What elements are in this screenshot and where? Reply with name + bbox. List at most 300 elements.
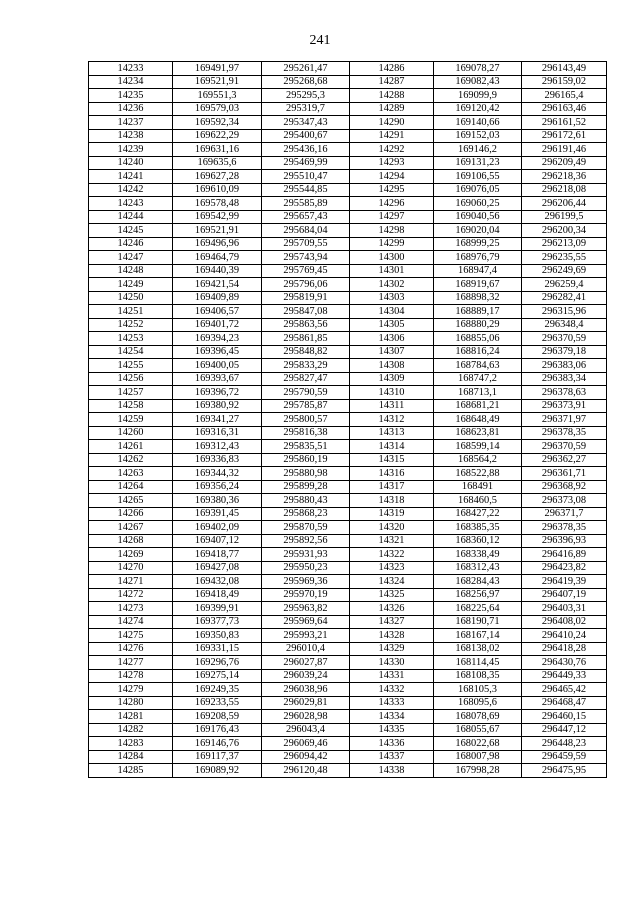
x-coordinate-right: 169120,42 — [434, 102, 522, 116]
y-coordinate-right: 296373,08 — [522, 494, 607, 508]
y-coordinate-right: 296460,15 — [522, 710, 607, 724]
x-coordinate-left: 169089,92 — [173, 764, 262, 778]
point-number-left: 14263 — [89, 467, 173, 481]
point-number-left: 14241 — [89, 170, 173, 184]
y-coordinate-left: 295743,94 — [262, 251, 350, 265]
y-coordinate-left: 295544,85 — [262, 183, 350, 197]
x-coordinate-left: 169491,97 — [173, 62, 262, 76]
y-coordinate-right: 296468,47 — [522, 696, 607, 710]
x-coordinate-left: 169380,92 — [173, 399, 262, 413]
point-number-right: 14298 — [350, 224, 434, 238]
x-coordinate-right: 168784,63 — [434, 359, 522, 373]
point-number-left: 14259 — [89, 413, 173, 427]
y-coordinate-right: 296213,09 — [522, 237, 607, 251]
y-coordinate-left: 295931,93 — [262, 548, 350, 562]
point-number-right: 14333 — [350, 696, 434, 710]
y-coordinate-right: 296378,63 — [522, 386, 607, 400]
x-coordinate-left: 169464,79 — [173, 251, 262, 265]
y-coordinate-left: 295827,47 — [262, 372, 350, 386]
point-number-left: 14273 — [89, 602, 173, 616]
x-coordinate-right: 169099,9 — [434, 89, 522, 103]
y-coordinate-right: 296206,44 — [522, 197, 607, 211]
x-coordinate-right: 168338,49 — [434, 548, 522, 562]
point-number-right: 14290 — [350, 116, 434, 130]
x-coordinate-left: 169331,15 — [173, 642, 262, 656]
point-number-left: 14265 — [89, 494, 173, 508]
y-coordinate-right: 296348,4 — [522, 318, 607, 332]
x-coordinate-left: 169440,39 — [173, 264, 262, 278]
x-coordinate-right: 168855,06 — [434, 332, 522, 346]
y-coordinate-left: 295860,19 — [262, 453, 350, 467]
x-coordinate-left: 169622,29 — [173, 129, 262, 143]
x-coordinate-right: 169076,05 — [434, 183, 522, 197]
point-number-left: 14254 — [89, 345, 173, 359]
y-coordinate-left: 295950,23 — [262, 561, 350, 575]
point-number-left: 14275 — [89, 629, 173, 643]
point-number-left: 14278 — [89, 669, 173, 683]
x-coordinate-right: 168007,98 — [434, 750, 522, 764]
x-coordinate-left: 169627,28 — [173, 170, 262, 184]
point-number-left: 14240 — [89, 156, 173, 170]
y-coordinate-left: 295796,06 — [262, 278, 350, 292]
point-number-right: 14294 — [350, 170, 434, 184]
table-row — [89, 305, 607, 319]
x-coordinate-right: 168427,22 — [434, 507, 522, 521]
point-number-right: 14286 — [350, 62, 434, 76]
y-coordinate-left: 295436,16 — [262, 143, 350, 157]
point-number-left: 14266 — [89, 507, 173, 521]
table-row — [89, 588, 607, 602]
point-number-left: 14256 — [89, 372, 173, 386]
x-coordinate-left: 169341,27 — [173, 413, 262, 427]
x-coordinate-left: 169578,48 — [173, 197, 262, 211]
table-row — [89, 116, 607, 130]
point-number-left: 14235 — [89, 89, 173, 103]
y-coordinate-left: 295970,19 — [262, 588, 350, 602]
x-coordinate-right: 168919,67 — [434, 278, 522, 292]
point-number-right: 14327 — [350, 615, 434, 629]
point-number-left: 14252 — [89, 318, 173, 332]
x-coordinate-right: 169060,25 — [434, 197, 522, 211]
y-coordinate-right: 296407,19 — [522, 588, 607, 602]
point-number-right: 14302 — [350, 278, 434, 292]
y-coordinate-left: 295847,08 — [262, 305, 350, 319]
point-number-right: 14300 — [350, 251, 434, 265]
point-number-right: 14331 — [350, 669, 434, 683]
point-number-left: 14248 — [89, 264, 173, 278]
table-row — [89, 642, 607, 656]
x-coordinate-left: 169496,96 — [173, 237, 262, 251]
y-coordinate-right: 296143,49 — [522, 62, 607, 76]
table-row — [89, 224, 607, 238]
x-coordinate-right: 168947,4 — [434, 264, 522, 278]
point-number-right: 14293 — [350, 156, 434, 170]
point-number-right: 14312 — [350, 413, 434, 427]
point-number-left: 14267 — [89, 521, 173, 535]
x-coordinate-right: 168138,02 — [434, 642, 522, 656]
x-coordinate-left: 169146,76 — [173, 737, 262, 751]
y-coordinate-left: 295469,99 — [262, 156, 350, 170]
y-coordinate-right: 296378,35 — [522, 426, 607, 440]
point-number-right: 14313 — [350, 426, 434, 440]
point-number-right: 14315 — [350, 453, 434, 467]
point-number-left: 14282 — [89, 723, 173, 737]
point-number-right: 14307 — [350, 345, 434, 359]
point-number-right: 14322 — [350, 548, 434, 562]
y-coordinate-left: 295816,38 — [262, 426, 350, 440]
y-coordinate-left: 295833,29 — [262, 359, 350, 373]
point-number-right: 14318 — [350, 494, 434, 508]
point-number-right: 14336 — [350, 737, 434, 751]
x-coordinate-left: 169356,24 — [173, 480, 262, 494]
x-coordinate-right: 168747,2 — [434, 372, 522, 386]
y-coordinate-left: 295819,91 — [262, 291, 350, 305]
x-coordinate-right: 168108,35 — [434, 669, 522, 683]
y-coordinate-right: 296191,46 — [522, 143, 607, 157]
x-coordinate-right: 168385,35 — [434, 521, 522, 535]
y-coordinate-right: 296199,5 — [522, 210, 607, 224]
y-coordinate-left: 296027,87 — [262, 656, 350, 670]
x-coordinate-right: 168105,3 — [434, 683, 522, 697]
y-coordinate-right: 296218,08 — [522, 183, 607, 197]
x-coordinate-left: 169208,59 — [173, 710, 262, 724]
coordinates-table-body — [89, 62, 607, 778]
point-number-left: 14258 — [89, 399, 173, 413]
point-number-right: 14330 — [350, 656, 434, 670]
point-number-right: 14299 — [350, 237, 434, 251]
x-coordinate-right: 168491 — [434, 480, 522, 494]
y-coordinate-left: 295790,59 — [262, 386, 350, 400]
point-number-left: 14250 — [89, 291, 173, 305]
x-coordinate-right: 167998,28 — [434, 764, 522, 778]
point-number-right: 14326 — [350, 602, 434, 616]
y-coordinate-right: 296465,42 — [522, 683, 607, 697]
y-coordinate-right: 296249,69 — [522, 264, 607, 278]
table-row — [89, 359, 607, 373]
y-coordinate-right: 296459,59 — [522, 750, 607, 764]
point-number-left: 14285 — [89, 764, 173, 778]
y-coordinate-left: 295709,55 — [262, 237, 350, 251]
x-coordinate-left: 169521,91 — [173, 224, 262, 238]
table-row — [89, 143, 607, 157]
table-row — [89, 318, 607, 332]
table-row — [89, 764, 607, 778]
point-number-right: 14329 — [350, 642, 434, 656]
y-coordinate-left: 295800,57 — [262, 413, 350, 427]
table-row — [89, 426, 607, 440]
point-number-left: 14246 — [89, 237, 173, 251]
point-number-right: 14323 — [350, 561, 434, 575]
x-coordinate-right: 169040,56 — [434, 210, 522, 224]
x-coordinate-left: 169275,14 — [173, 669, 262, 683]
table-row — [89, 237, 607, 251]
x-coordinate-right: 168898,32 — [434, 291, 522, 305]
y-coordinate-left: 296094,42 — [262, 750, 350, 764]
y-coordinate-right: 296361,71 — [522, 467, 607, 481]
y-coordinate-left: 295861,85 — [262, 332, 350, 346]
point-number-right: 14324 — [350, 575, 434, 589]
point-number-left: 14253 — [89, 332, 173, 346]
y-coordinate-right: 296163,46 — [522, 102, 607, 116]
x-coordinate-left: 169380,36 — [173, 494, 262, 508]
x-coordinate-left: 169344,32 — [173, 467, 262, 481]
y-coordinate-left: 295870,59 — [262, 521, 350, 535]
x-coordinate-right: 168976,79 — [434, 251, 522, 265]
x-coordinate-left: 169117,37 — [173, 750, 262, 764]
table-row — [89, 629, 607, 643]
x-coordinate-left: 169402,09 — [173, 521, 262, 535]
point-number-left: 14255 — [89, 359, 173, 373]
x-coordinate-left: 169592,34 — [173, 116, 262, 130]
table-row — [89, 156, 607, 170]
x-coordinate-right: 168114,45 — [434, 656, 522, 670]
y-coordinate-left: 295295,3 — [262, 89, 350, 103]
table-row — [89, 737, 607, 751]
point-number-left: 14261 — [89, 440, 173, 454]
point-number-left: 14283 — [89, 737, 173, 751]
y-coordinate-left: 296028,98 — [262, 710, 350, 724]
x-coordinate-left: 169350,83 — [173, 629, 262, 643]
point-number-right: 14319 — [350, 507, 434, 521]
x-coordinate-left: 169418,49 — [173, 588, 262, 602]
y-coordinate-left: 295319,7 — [262, 102, 350, 116]
y-coordinate-right: 296396,93 — [522, 534, 607, 548]
point-number-right: 14305 — [350, 318, 434, 332]
table-row — [89, 683, 607, 697]
y-coordinate-left: 296038,96 — [262, 683, 350, 697]
point-number-right: 14337 — [350, 750, 434, 764]
x-coordinate-left: 169409,89 — [173, 291, 262, 305]
point-number-right: 14288 — [350, 89, 434, 103]
y-coordinate-right: 296371,7 — [522, 507, 607, 521]
point-number-right: 14335 — [350, 723, 434, 737]
point-number-left: 14245 — [89, 224, 173, 238]
point-number-right: 14308 — [350, 359, 434, 373]
x-coordinate-right: 169020,04 — [434, 224, 522, 238]
point-number-left: 14237 — [89, 116, 173, 130]
y-coordinate-left: 295347,43 — [262, 116, 350, 130]
y-coordinate-right: 296259,4 — [522, 278, 607, 292]
x-coordinate-right: 168880,29 — [434, 318, 522, 332]
point-number-left: 14233 — [89, 62, 173, 76]
y-coordinate-right: 296416,89 — [522, 548, 607, 562]
point-number-right: 14314 — [350, 440, 434, 454]
y-coordinate-right: 296448,23 — [522, 737, 607, 751]
x-coordinate-left: 169249,35 — [173, 683, 262, 697]
point-number-left: 14262 — [89, 453, 173, 467]
y-coordinate-right: 296370,59 — [522, 332, 607, 346]
y-coordinate-right: 296403,31 — [522, 602, 607, 616]
table-row — [89, 467, 607, 481]
x-coordinate-right: 168460,5 — [434, 494, 522, 508]
x-coordinate-left: 169377,73 — [173, 615, 262, 629]
x-coordinate-right: 168078,69 — [434, 710, 522, 724]
y-coordinate-right: 296161,52 — [522, 116, 607, 130]
y-coordinate-left: 296010,4 — [262, 642, 350, 656]
table-row — [89, 183, 607, 197]
x-coordinate-left: 169542,99 — [173, 210, 262, 224]
x-coordinate-right: 169152,03 — [434, 129, 522, 143]
y-coordinate-left: 296039,24 — [262, 669, 350, 683]
y-coordinate-right: 296370,59 — [522, 440, 607, 454]
x-coordinate-right: 168095,6 — [434, 696, 522, 710]
y-coordinate-left: 295868,23 — [262, 507, 350, 521]
page-number: 241 — [309, 33, 331, 48]
point-number-left: 14257 — [89, 386, 173, 400]
y-coordinate-right: 296419,39 — [522, 575, 607, 589]
x-coordinate-right: 169146,2 — [434, 143, 522, 157]
x-coordinate-right: 169140,66 — [434, 116, 522, 130]
y-coordinate-left: 295261,47 — [262, 62, 350, 76]
point-number-left: 14279 — [89, 683, 173, 697]
x-coordinate-left: 169427,08 — [173, 561, 262, 575]
y-coordinate-right: 296383,06 — [522, 359, 607, 373]
table-row — [89, 372, 607, 386]
x-coordinate-right: 168713,1 — [434, 386, 522, 400]
y-coordinate-left: 295835,51 — [262, 440, 350, 454]
y-coordinate-left: 295993,21 — [262, 629, 350, 643]
x-coordinate-right: 168623,81 — [434, 426, 522, 440]
x-coordinate-left: 169312,43 — [173, 440, 262, 454]
point-number-left: 14280 — [89, 696, 173, 710]
table-row — [89, 440, 607, 454]
table-row — [89, 62, 607, 76]
point-number-right: 14338 — [350, 764, 434, 778]
y-coordinate-left: 295892,56 — [262, 534, 350, 548]
y-coordinate-left: 295268,68 — [262, 75, 350, 89]
x-coordinate-left: 169336,83 — [173, 453, 262, 467]
point-number-right: 14317 — [350, 480, 434, 494]
x-coordinate-right: 169078,27 — [434, 62, 522, 76]
table-row — [89, 575, 607, 589]
point-number-right: 14297 — [350, 210, 434, 224]
y-coordinate-right: 296430,76 — [522, 656, 607, 670]
x-coordinate-left: 169421,54 — [173, 278, 262, 292]
y-coordinate-left: 296120,48 — [262, 764, 350, 778]
table-row — [89, 210, 607, 224]
x-coordinate-right: 168312,43 — [434, 561, 522, 575]
x-coordinate-right: 168167,14 — [434, 629, 522, 643]
x-coordinate-right: 168681,21 — [434, 399, 522, 413]
x-coordinate-right: 169082,43 — [434, 75, 522, 89]
table-row — [89, 615, 607, 629]
y-coordinate-right: 296362,27 — [522, 453, 607, 467]
point-number-left: 14247 — [89, 251, 173, 265]
table-row — [89, 723, 607, 737]
table-row — [89, 413, 607, 427]
point-number-right: 14292 — [350, 143, 434, 157]
point-number-right: 14295 — [350, 183, 434, 197]
point-number-left: 14260 — [89, 426, 173, 440]
x-coordinate-right: 168816,24 — [434, 345, 522, 359]
table-row — [89, 507, 607, 521]
point-number-left: 14251 — [89, 305, 173, 319]
table-row — [89, 534, 607, 548]
x-coordinate-right: 168360,12 — [434, 534, 522, 548]
x-coordinate-left: 169393,67 — [173, 372, 262, 386]
y-coordinate-right: 296165,4 — [522, 89, 607, 103]
x-coordinate-right: 168225,64 — [434, 602, 522, 616]
table-row — [89, 696, 607, 710]
y-coordinate-right: 296172,61 — [522, 129, 607, 143]
y-coordinate-right: 296368,92 — [522, 480, 607, 494]
y-coordinate-left: 295963,82 — [262, 602, 350, 616]
y-coordinate-left: 295899,28 — [262, 480, 350, 494]
x-coordinate-right: 168522,88 — [434, 467, 522, 481]
table-row — [89, 251, 607, 265]
x-coordinate-left: 169407,12 — [173, 534, 262, 548]
point-number-left: 14271 — [89, 575, 173, 589]
x-coordinate-left: 169521,91 — [173, 75, 262, 89]
table-row — [89, 291, 607, 305]
table-row — [89, 494, 607, 508]
x-coordinate-left: 169610,09 — [173, 183, 262, 197]
point-number-right: 14320 — [350, 521, 434, 535]
point-number-right: 14306 — [350, 332, 434, 346]
point-number-right: 14332 — [350, 683, 434, 697]
x-coordinate-left: 169631,16 — [173, 143, 262, 157]
x-coordinate-left: 169233,55 — [173, 696, 262, 710]
x-coordinate-right: 168999,25 — [434, 237, 522, 251]
y-coordinate-left: 295863,56 — [262, 318, 350, 332]
x-coordinate-right: 168284,43 — [434, 575, 522, 589]
y-coordinate-right: 296449,33 — [522, 669, 607, 683]
point-number-right: 14311 — [350, 399, 434, 413]
x-coordinate-left: 169396,45 — [173, 345, 262, 359]
table-row — [89, 278, 607, 292]
table-row — [89, 75, 607, 89]
y-coordinate-left: 295785,87 — [262, 399, 350, 413]
point-number-left: 14242 — [89, 183, 173, 197]
y-coordinate-left: 296029,81 — [262, 696, 350, 710]
x-coordinate-right: 168190,71 — [434, 615, 522, 629]
y-coordinate-right: 296475,95 — [522, 764, 607, 778]
point-number-left: 14272 — [89, 588, 173, 602]
point-number-right: 14325 — [350, 588, 434, 602]
point-number-right: 14287 — [350, 75, 434, 89]
table-row — [89, 561, 607, 575]
point-number-right: 14301 — [350, 264, 434, 278]
point-number-left: 14234 — [89, 75, 173, 89]
coordinates-table — [88, 61, 607, 778]
x-coordinate-left: 169399,91 — [173, 602, 262, 616]
point-number-left: 14276 — [89, 642, 173, 656]
y-coordinate-left: 295969,64 — [262, 615, 350, 629]
table-row — [89, 332, 607, 346]
x-coordinate-left: 169391,45 — [173, 507, 262, 521]
table-row — [89, 656, 607, 670]
point-number-left: 14270 — [89, 561, 173, 575]
x-coordinate-left: 169418,77 — [173, 548, 262, 562]
x-coordinate-right: 168564,2 — [434, 453, 522, 467]
point-number-right: 14309 — [350, 372, 434, 386]
table-row — [89, 102, 607, 116]
y-coordinate-left: 296069,46 — [262, 737, 350, 751]
x-coordinate-left: 169316,31 — [173, 426, 262, 440]
table-row — [89, 170, 607, 184]
x-coordinate-left: 169176,43 — [173, 723, 262, 737]
x-coordinate-right: 169131,23 — [434, 156, 522, 170]
y-coordinate-right: 296410,24 — [522, 629, 607, 643]
y-coordinate-right: 296235,55 — [522, 251, 607, 265]
table-row — [89, 480, 607, 494]
point-number-left: 14281 — [89, 710, 173, 724]
point-number-right: 14304 — [350, 305, 434, 319]
y-coordinate-left: 295657,43 — [262, 210, 350, 224]
y-coordinate-right: 296408,02 — [522, 615, 607, 629]
x-coordinate-left: 169400,05 — [173, 359, 262, 373]
point-number-left: 14274 — [89, 615, 173, 629]
